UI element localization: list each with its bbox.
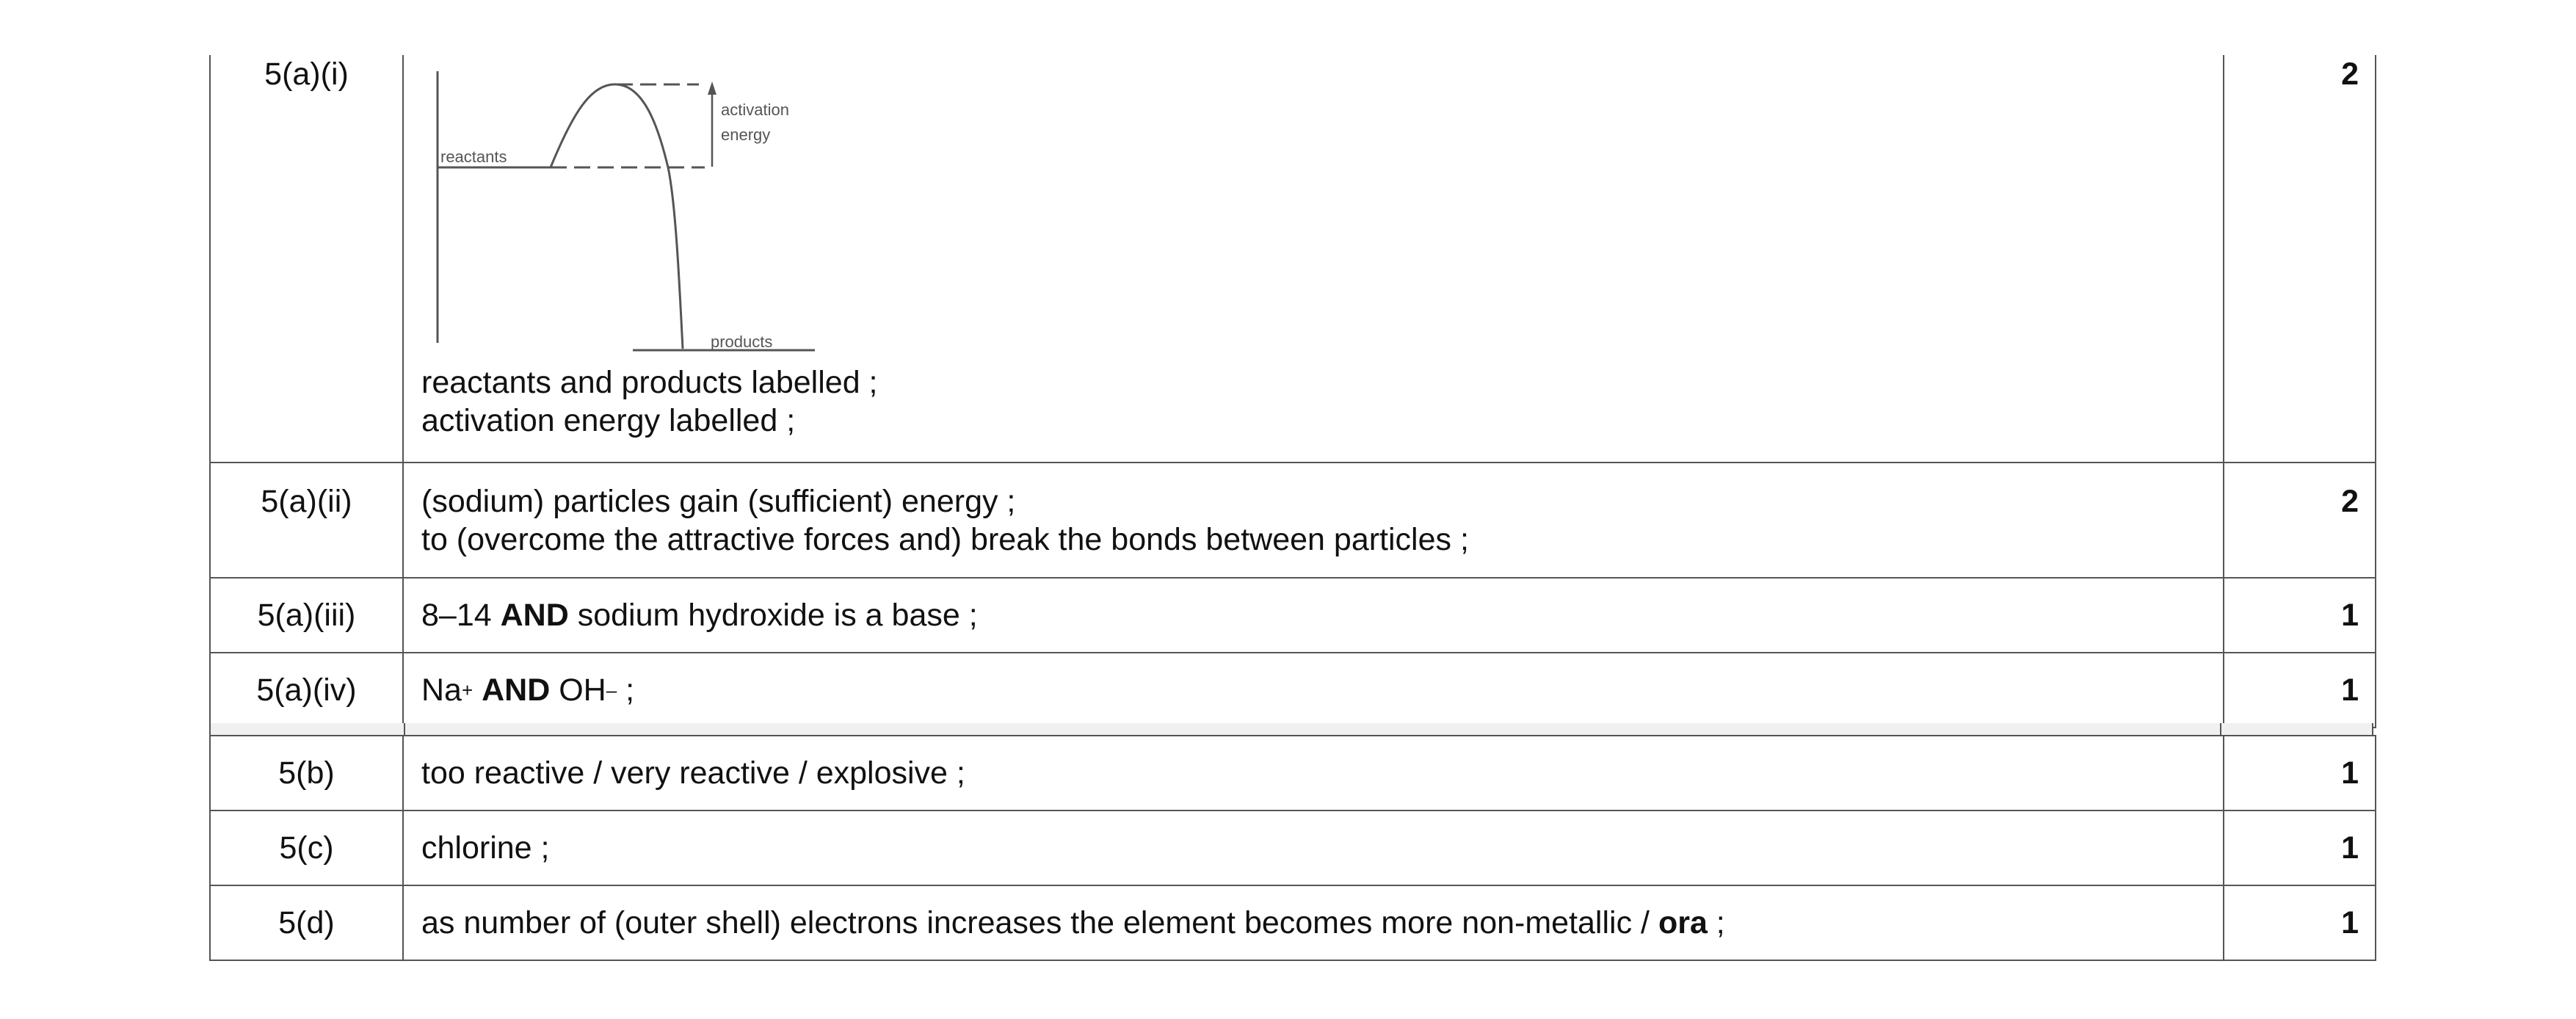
question-number-text: 5(b) — [278, 755, 335, 791]
table-row — [211, 886, 2375, 961]
marks-value: 1 — [2341, 904, 2359, 940]
answer-cell: Na + AND OH – ; — [404, 653, 2224, 727]
marks-value: 2 — [2341, 57, 2359, 92]
answer-keyword: ora — [1658, 904, 1708, 940]
activation-label: activation — [721, 101, 789, 119]
marks-cell — [2224, 579, 2375, 652]
answer-cell — [404, 579, 2224, 652]
question-number — [211, 653, 404, 727]
question-number-text: 5(d) — [278, 904, 335, 940]
answer-text: as number of (outer shell) electrons increases the element becomes more non-metallic / — [421, 904, 1658, 940]
marks-cell — [2224, 653, 2375, 727]
question-number-text: 5(a)(iv) — [256, 672, 357, 708]
answer-text: sodium hydroxide is a base ; — [568, 597, 978, 633]
question-number-text: 5(c) — [279, 830, 334, 866]
question-number — [211, 811, 404, 885]
marks-cell — [2224, 736, 2375, 810]
question-number-text: 5(a)(i) — [264, 57, 349, 92]
sodium-ion-symbol: Na — [421, 672, 462, 708]
answer-keyword: AND — [500, 597, 569, 633]
marks-value: 2 — [2341, 484, 2359, 519]
arrow-head-icon — [708, 81, 716, 95]
table-section-separator — [209, 723, 2373, 735]
hydroxide-ion-symbol: OH — [559, 672, 606, 708]
table-row — [211, 736, 2375, 811]
marks-cell — [2224, 463, 2375, 577]
answer-line: to (overcome the attractive forces and) break the bonds between particles ; — [421, 522, 1469, 557]
marks-value: 1 — [2341, 755, 2359, 791]
marks-value: 1 — [2341, 672, 2359, 708]
answer-text: 8–14 — [421, 597, 501, 633]
question-number — [211, 55, 404, 462]
answer-cell — [404, 736, 2224, 810]
question-number-text: 5(a)(iii) — [257, 597, 356, 633]
answer-cell — [404, 811, 2224, 885]
answer-cell — [404, 463, 2224, 577]
marks-cell — [2224, 55, 2375, 462]
question-number — [211, 886, 404, 960]
answer-line: reactants and products labelled ; — [421, 365, 878, 400]
question-number-text: 5(a)(ii) — [261, 484, 352, 519]
reaction-curve — [551, 84, 683, 349]
answer-cell — [404, 55, 2224, 462]
answer-text: ; — [1707, 904, 1725, 940]
table-row — [211, 463, 2375, 579]
table-row — [211, 653, 2375, 728]
question-number — [211, 579, 404, 652]
products-label: products — [711, 333, 773, 351]
answer-line: activation energy labelled ; — [421, 403, 796, 438]
table-row — [211, 579, 2375, 653]
mark-scheme-table-bottom — [209, 735, 2376, 961]
marks-cell — [2224, 886, 2375, 960]
table-row — [211, 55, 2375, 463]
answer-text: too reactive / very reactive / explosive ; — [421, 755, 965, 791]
reactants-label: reactants — [440, 148, 507, 166]
answer-text: chlorine ; — [421, 830, 550, 866]
answer-text: ; — [617, 672, 635, 708]
energy-profile-diagram — [404, 55, 844, 363]
question-number — [211, 463, 404, 577]
question-number — [211, 736, 404, 810]
answer-line: (sodium) particles gain (sufficient) energy ; — [421, 484, 1016, 519]
answer-cell — [404, 886, 2224, 960]
marks-value: 1 — [2341, 597, 2359, 633]
marks-cell — [2224, 811, 2375, 885]
marks-value: 1 — [2341, 830, 2359, 866]
table-row — [211, 811, 2375, 886]
mark-scheme-table-top — [209, 55, 2376, 728]
answer-keyword: AND — [482, 672, 551, 708]
energy-label: energy — [721, 126, 771, 144]
